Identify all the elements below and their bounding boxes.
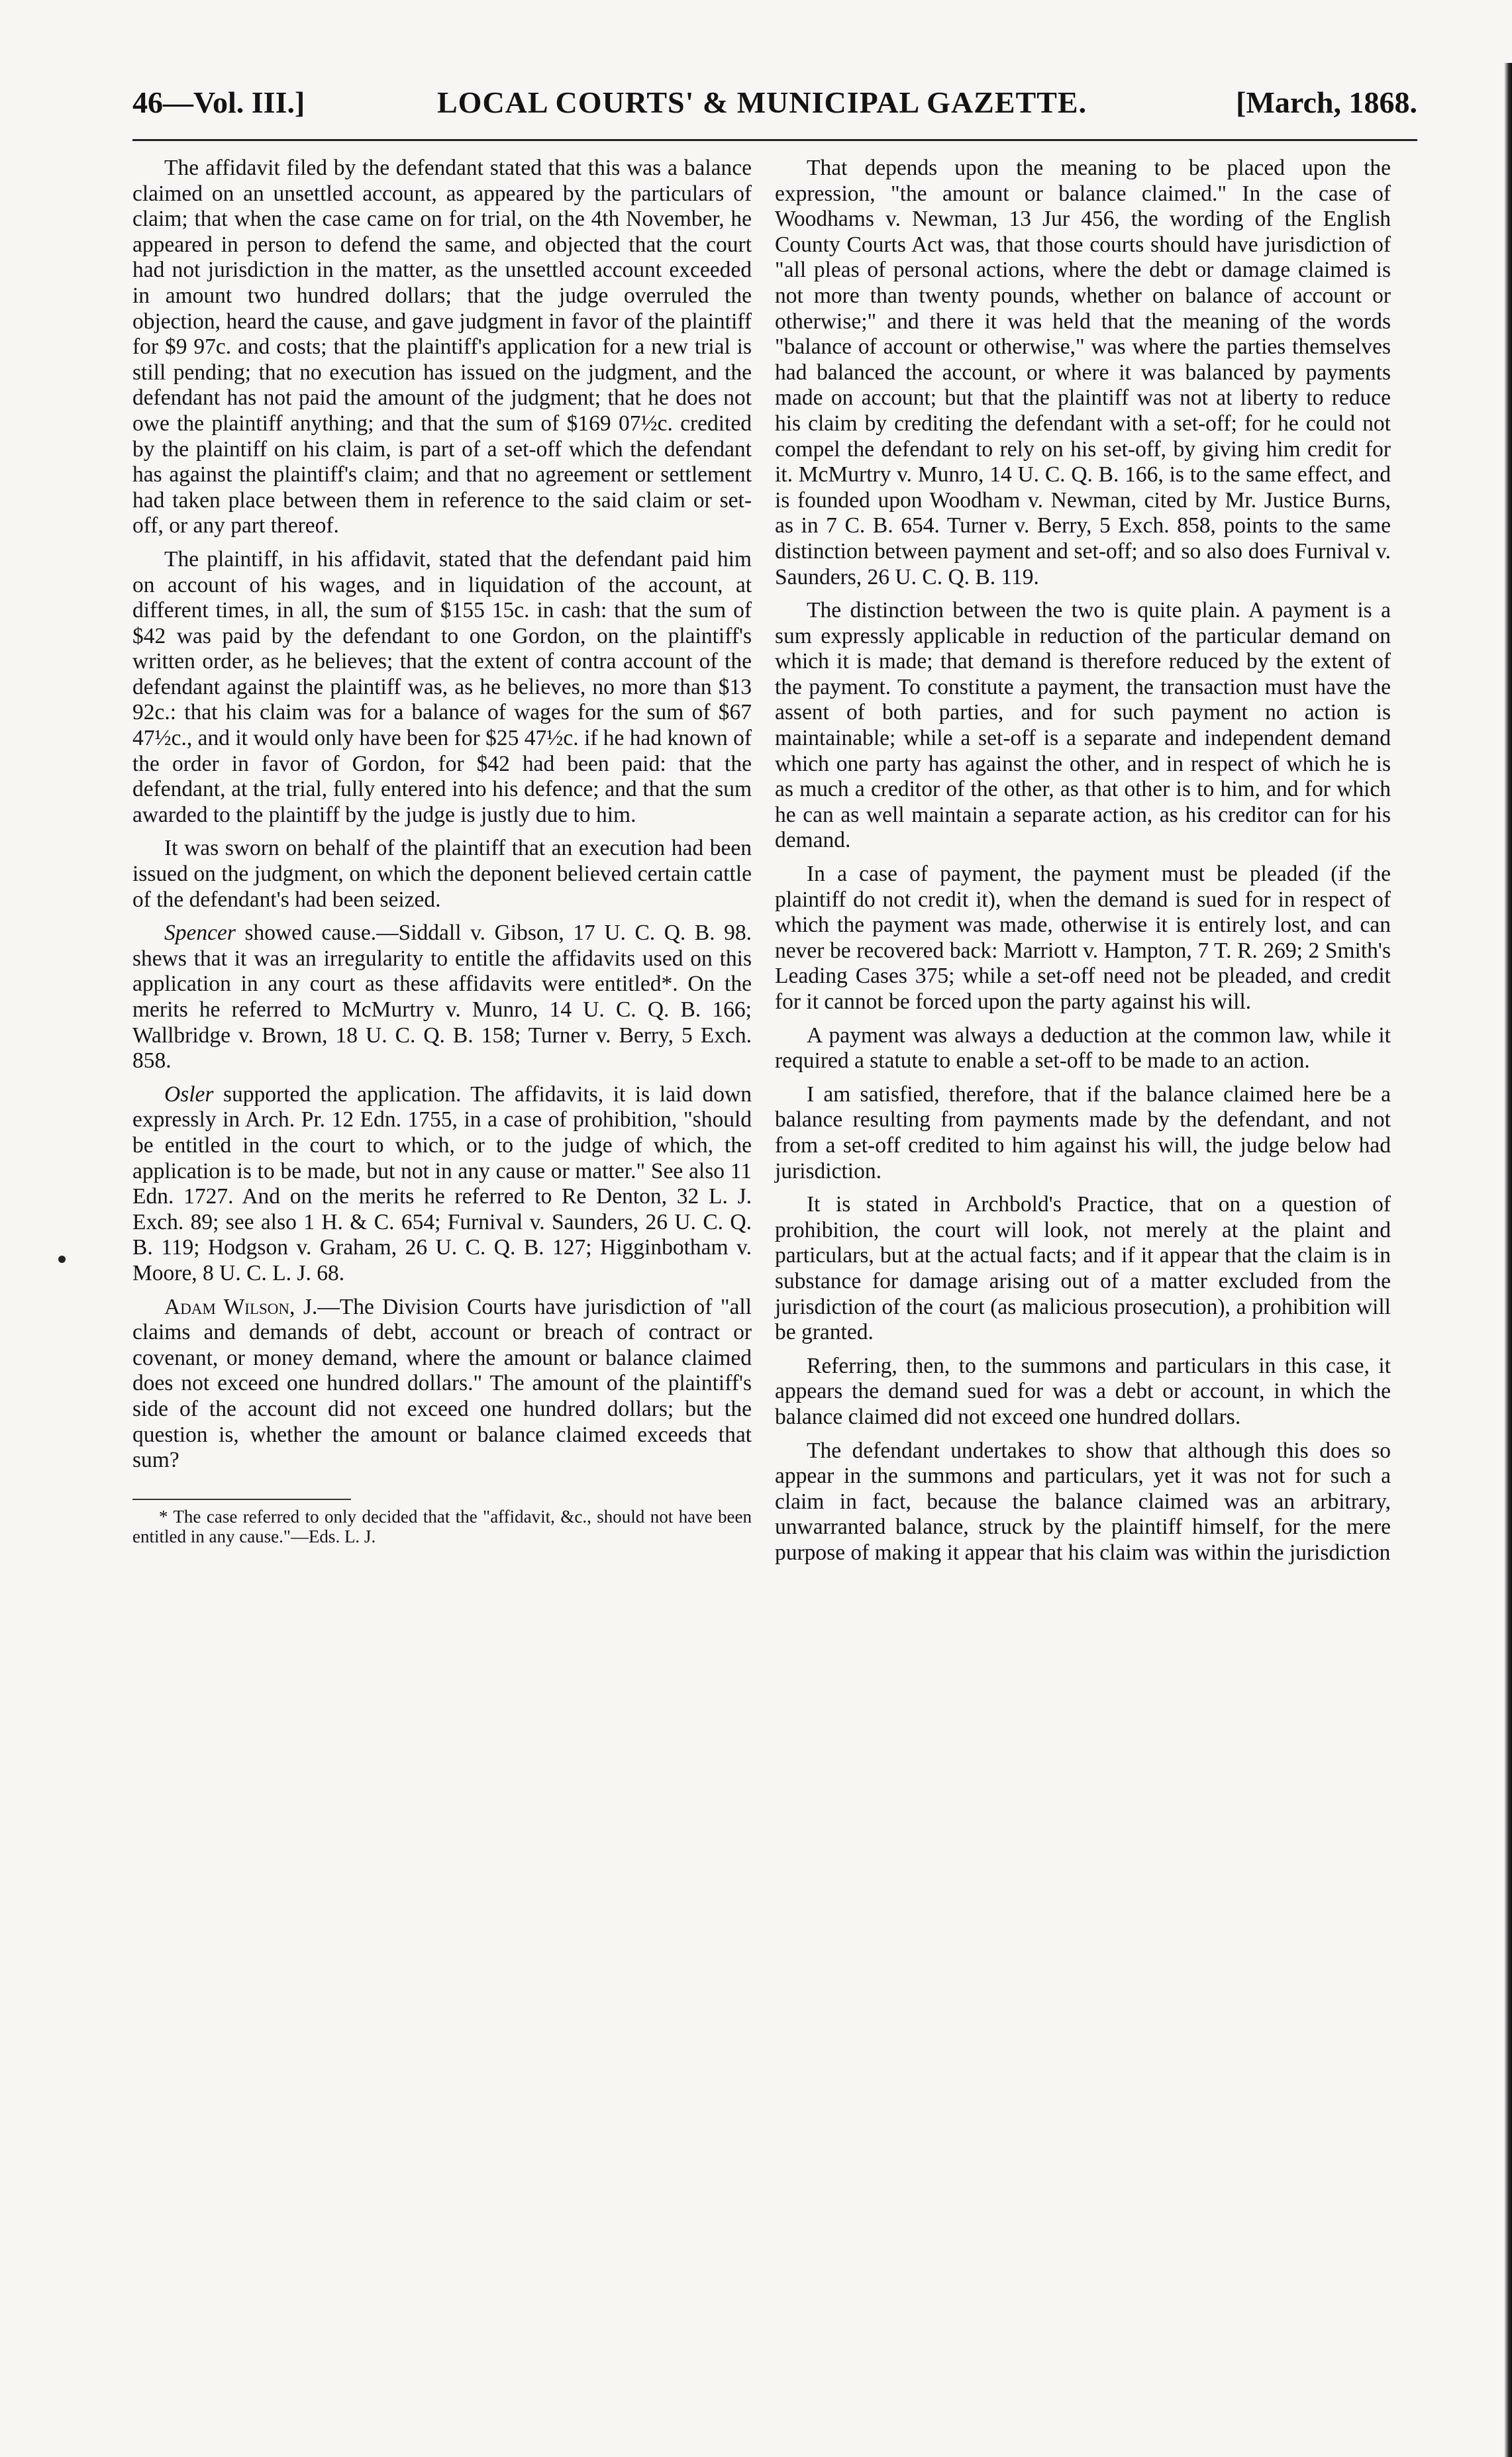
issue-date: [March, 1868. (1236, 85, 1417, 119)
paragraph-undertakes: The defendant undertakes to show that although this does so appear in the summons and particulars, yet it was not for such a claim in fact, because the balance claimed was an arbitrary, unwarranted balance, struck by the plaintiff himself, for the mere purpose of making it appear that his claim was within the jurisdiction (775, 1438, 1391, 1565)
page-volume: 46—Vol. III.] (132, 85, 305, 119)
paragraph-plaintiff-affidavit: The plaintiff, in his affidavit, stated that the defendant paid him on account of his wages, and in liquidation of the account, at different times, in all, the sum of $155 15c. in cash: that the sum of $42 was paid by the defendant to one Gordon, on the plaintiff's written order, as he believes; that the extent of contra account of the defendant against the plaintiff was, as he believes, no more than $13 92c.: that his claim was for a balance of wages for the sum of $67 47½c., and it would only have been for $25 47½c. if he had known of the order in favor of Gordon, for $42 had been paid: that the defendant, at the trial, fully entered into his defence; and that the sum awarded to the plaintiff by the judge is justly due to him. (132, 546, 752, 827)
footnote: * The case referred to only decided that the "affidavit, &c., should not have been entitled in any cause."—Eds. L. J. (132, 1506, 752, 1546)
counsel-name-osler: Osler (164, 1081, 214, 1107)
paragraph-spencer-text: showed cause.—Siddall v. Gibson, 17 U. C. Q. B. 98. shews that it was an irregularity to entitle the affidavits used on this application in any court as these affidavits were entitled*. On the merits he referred to McMurtry v. Munro, 14 U. C. Q. B. 166; Wallbridge v. Brown, 18 U. C. Q. B. 158; Turner v. Berry, 5 Exch. 858. (132, 921, 752, 1074)
paragraph-judgment (132, 1295, 752, 1474)
paragraph-payment-pleaded: In a case of payment, the payment must be pleaded (if the plaintiff do not credit it), when the demand is sued for in respect of which the payment was made, otherwise it is entirely lost, and can never be recovered back: Marriott v. Hampton, 7 T. R. 269; 2 Smith's Leading Cases 375; while a set-off need not be pleaded, and credit for it cannot be forced upon the party against his will. (775, 862, 1391, 1014)
paragraph-archbold: It is stated in Archbold's Practice, that on a question of prohibition, the court will look, not merely at the plaint and particulars, but at the actual facts; and if it appear that the claim is in substance for damage arising out of a matter excluded from the jurisdiction of the court (as malicious prosecution), a prohibition will be granted. (775, 1192, 1391, 1345)
left-column (132, 156, 752, 1546)
paragraph-osler-text: supported the application. The affidavits, it is laid down expressly in Arch. Pr. 12 Edn. 1755, in a case of prohibition, "should be entitled in the court to which, or to the judge of which, the application is to be made, but not in any cause or matter." See also 11 Edn. 1727. And on the merits he referred to Re Denton, 32 L. J. Exch. 89; see also 1 H. & C. 654; Furnival v. Saunders, 26 U. C. Q. B. 119; Hodgson v. Graham, 26 U. C. Q. B. 127; Higginbotham v. Moore, 8 U. C. L. J. 68. (132, 1081, 752, 1285)
judge-name: Adam Wilson, J. (164, 1294, 318, 1319)
paragraph-osler (132, 1082, 752, 1287)
paragraph-summons: Referring, then, to the summons and particulars in this case, it appears the demand sued for was a debt or account, in which the balance claimed did not exceed one hundred dollars. (775, 1353, 1391, 1429)
paragraph-spencer (132, 921, 752, 1074)
margin-mark (58, 1256, 66, 1263)
paragraph-common-law: A payment was always a deduction at the common law, while it required a statute to enable a set-off to be made to an action. (775, 1023, 1391, 1074)
page-edge-shadow (1504, 63, 1512, 2457)
counsel-name-spencer: Spencer (164, 921, 236, 946)
page-header (132, 85, 1417, 131)
paragraph-distinction: The distinction between the two is quite plain. A payment is a sum expressly applicable in reduction of the particular demand on which it is made; that demand is therefore reduced by the extent of the payment. To constitute a payment, the transaction must have the assent of both parties, and for such payment no action is maintainable; while a set-off is a separate and independent demand which one party has against the other, and in respect of which he is as much a creditor of the other, as that other is to him, and for which he can as well maintain a separate action, as his creditor can for his demand. (775, 598, 1391, 853)
paragraph-defendant-affidavit: The affidavit filed by the defendant stated that this was a balance claimed on an unsettled account, as appeared by the particulars of claim; that when the case came on for trial, on the 4th November, he appeared in person to defend the same, and objected that the court had not jurisdiction in the matter, as the unsettled account exceeded in amount two hundred dollars; that the judge overruled the objection, heard the cause, and gave judgment in favor of the plaintiff for $9 97c. and costs; that the plaintiff's application for a new trial is still pending; that no execution has issued on the judgment, and the defendant has not paid the amount of the judgment; that he does not owe the plaintiff anything; and that the sum of $169 07½c. credited by the plaintiff on his claim, is part of a set-off which the defendant has against the plaintiff's claim; and that no agreement or settlement had taken place between them in reference to the said claim or set-off, or any part thereof. (132, 156, 752, 538)
footnote-rule (132, 1499, 351, 1500)
header-rule (132, 139, 1417, 141)
paragraph-meaning: That depends upon the meaning to be placed upon the expression, "the amount or balance claimed." In the case of Woodhams v. Newman, 13 Jur 456, the wording of the English County Courts Act was, that those courts should have jurisdiction of "all pleas of personal actions, where the debt or damage claimed is not more than twenty pounds, whether on balance of account or otherwise;" and there it was held that the meaning of the words "balance of account or otherwise," was where the parties themselves had balanced the account, or where it was balanced by payments made on account; but that the plaintiff was not at liberty to reduce his claim by crediting the defendant with a set-off; for he could not compel the defendant to rely on his set-off, by giving him credit for it. McMurtry v. Munro, 14 U. C. Q. B. 166, is to the same effect, and is founded upon Woodham v. Newman, cited by Mr. Justice Burns, as in 7 C. B. 654. Turner v. Berry, 5 Exch. 858, points to the same distinction between payment and set-off; and so also does Furnival v. Saunders, 26 U. C. Q. B. 119. (775, 156, 1391, 589)
right-column (775, 156, 1391, 1574)
paragraph-satisfied: I am satisfied, therefore, that if the balance claimed here be a balance resulting from payments made by the defendant, and not from a set-off credited to him against his will, the judge below had jurisdiction. (775, 1081, 1391, 1183)
paragraph-execution: It was sworn on behalf of the plaintiff that an execution had been issued on the judgment, on which the deponent believed certain cattle of the defendant's had been seized. (132, 836, 752, 912)
journal-title: LOCAL COURTS' & MUNICIPAL GAZETTE. (437, 85, 1087, 119)
paragraph-judgment-text: —The Division Courts have jurisdiction of "all claims and demands of debt, account or breach of contract or covenant, or money demand, where the amount or balance claimed does not exceed one hundred dollars." The amount of the plaintiff's side of the account did not exceed one hundred dollars; but the question is, whether the amount or balance claimed exceeds that sum? (132, 1294, 752, 1473)
